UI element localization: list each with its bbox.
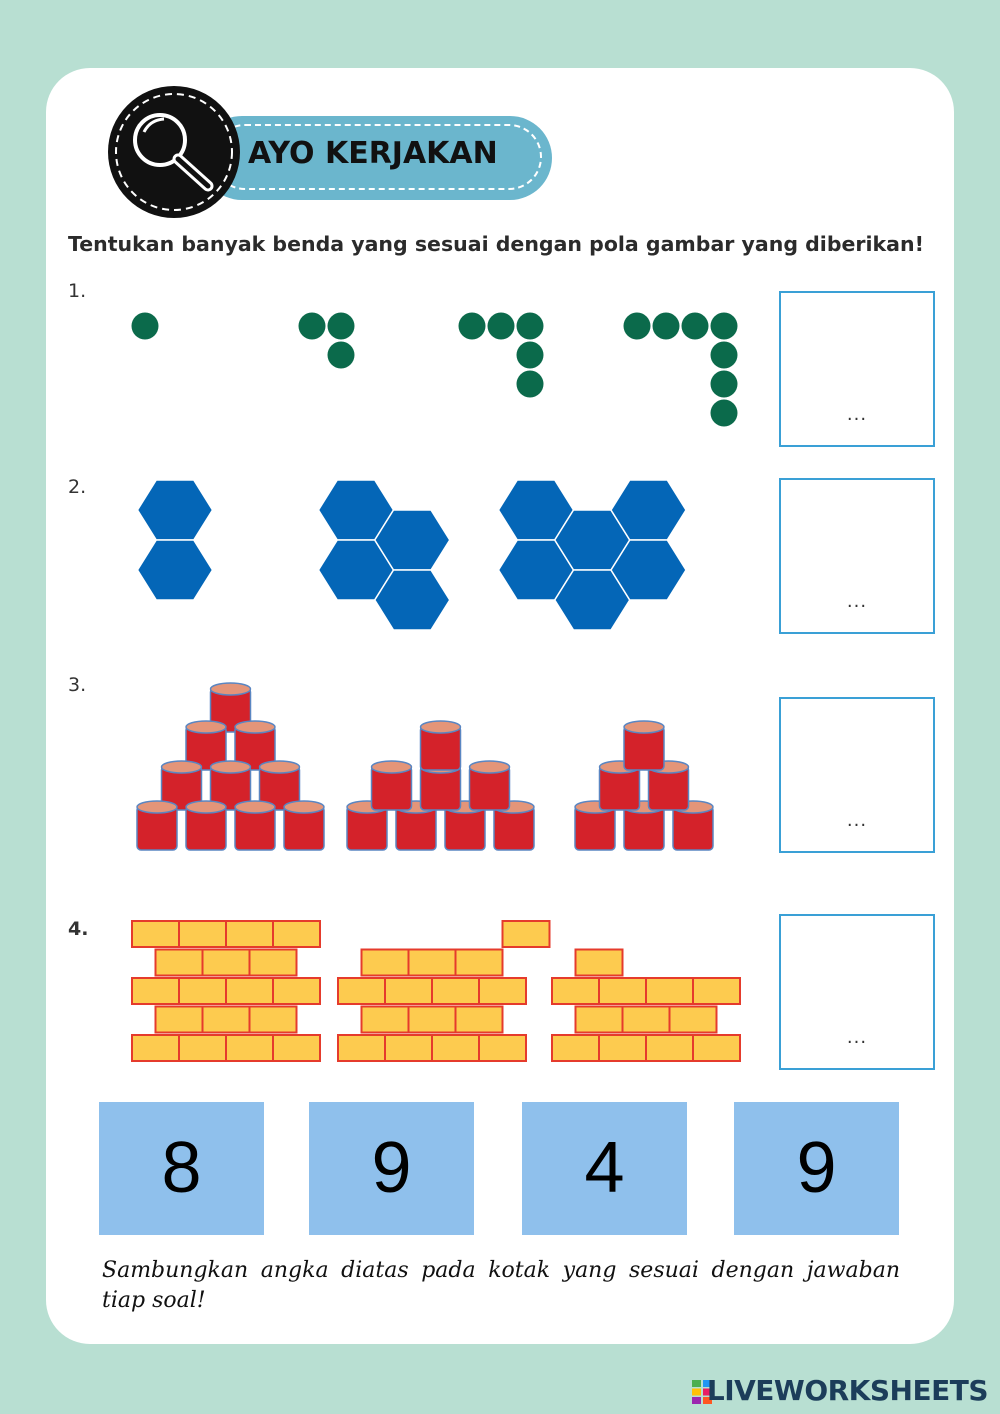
green-dot — [132, 313, 159, 340]
yellow-brick — [693, 1035, 740, 1061]
yellow-brick — [385, 1035, 432, 1061]
green-dot — [682, 313, 709, 340]
yellow-brick — [576, 1007, 623, 1033]
question-3-answer-box[interactable] — [779, 697, 935, 853]
blue-hexagon — [138, 540, 213, 600]
question-4-number: 4. — [68, 918, 89, 940]
yellow-brick — [273, 1035, 320, 1061]
yellow-brick — [623, 1007, 670, 1033]
red-can-lid — [211, 761, 251, 773]
red-can-lid — [284, 801, 324, 813]
yellow-brick — [362, 950, 409, 976]
answer-placeholder: ... — [846, 1027, 868, 1048]
green-dot — [711, 371, 738, 398]
yellow-brick — [179, 1035, 226, 1061]
yellow-brick — [203, 950, 250, 976]
green-dot — [488, 313, 515, 340]
magnifier-icon — [108, 86, 240, 218]
yellow-brick — [646, 1035, 693, 1061]
green-dot — [517, 371, 544, 398]
number-tile-value: 4 — [584, 1128, 625, 1208]
green-dot — [517, 342, 544, 369]
red-can-lid — [235, 801, 275, 813]
green-dot — [711, 313, 738, 340]
green-dot — [328, 342, 355, 369]
yellow-brick — [132, 1035, 179, 1061]
yellow-brick — [456, 1007, 503, 1033]
yellow-brick — [203, 1007, 250, 1033]
question-2-number: 2. — [68, 476, 87, 498]
red-can-lid — [162, 761, 202, 773]
footer-instruction: Sambungkan angka diatas pada kotak yang sesuai dengan jawaban tiap soal! — [102, 1258, 900, 1313]
answer-placeholder: ... — [846, 591, 868, 612]
yellow-brick — [250, 1007, 297, 1033]
yellow-brick — [479, 1035, 526, 1061]
header-title: AYO KERJAKAN — [248, 136, 498, 171]
yellow-brick — [552, 978, 599, 1004]
number-tile-value: 9 — [371, 1128, 412, 1208]
yellow-brick — [503, 921, 550, 947]
red-can-lid — [186, 801, 226, 813]
number-tile-2[interactable] — [309, 1102, 474, 1235]
answer-placeholder: ... — [846, 810, 868, 831]
number-tile-1[interactable] — [99, 1102, 264, 1235]
green-dot — [711, 342, 738, 369]
question-2-pattern — [120, 470, 720, 650]
question-3-pattern — [120, 680, 740, 860]
yellow-brick — [156, 1007, 203, 1033]
red-can-lid — [186, 721, 226, 733]
question-1-answer-box[interactable] — [779, 291, 935, 447]
green-dot — [624, 313, 651, 340]
yellow-brick — [179, 921, 226, 947]
green-dot — [711, 400, 738, 427]
question-4-answer-box[interactable] — [779, 914, 935, 1070]
yellow-brick — [132, 921, 179, 947]
instruction-text: Tentukan banyak benda yang sesuai dengan pola gambar yang diberikan! — [68, 232, 924, 256]
yellow-brick — [599, 978, 646, 1004]
yellow-brick — [599, 1035, 646, 1061]
yellow-brick — [338, 978, 385, 1004]
yellow-brick — [646, 978, 693, 1004]
yellow-brick — [179, 978, 226, 1004]
number-tile-value: 8 — [161, 1128, 202, 1208]
yellow-brick — [385, 978, 432, 1004]
red-can-lid — [211, 683, 251, 695]
number-tile-3[interactable] — [522, 1102, 687, 1235]
question-1-number: 1. — [68, 280, 87, 302]
green-dot — [459, 313, 486, 340]
yellow-brick — [409, 950, 456, 976]
yellow-brick — [156, 950, 203, 976]
question-3-number: 3. — [68, 674, 87, 696]
yellow-brick — [456, 950, 503, 976]
red-can-lid — [260, 761, 300, 773]
red-can-lid — [470, 761, 510, 773]
yellow-brick — [479, 978, 526, 1004]
number-tile-4[interactable] — [734, 1102, 899, 1235]
yellow-brick — [226, 978, 273, 1004]
yellow-brick — [670, 1007, 717, 1033]
green-dot — [328, 313, 355, 340]
number-tile-value: 9 — [796, 1128, 837, 1208]
red-can-lid — [624, 721, 664, 733]
yellow-brick — [273, 978, 320, 1004]
yellow-brick — [409, 1007, 456, 1033]
yellow-brick — [693, 978, 740, 1004]
question-2-answer-box[interactable] — [779, 478, 935, 634]
yellow-brick — [226, 921, 273, 947]
brand-name[interactable]: LIVEWORKSHEETS — [706, 1374, 988, 1407]
green-dot — [653, 313, 680, 340]
yellow-brick — [576, 950, 623, 976]
red-can-lid — [137, 801, 177, 813]
blue-hexagon — [138, 480, 213, 540]
yellow-brick — [273, 921, 320, 947]
yellow-brick — [362, 1007, 409, 1033]
yellow-brick — [432, 1035, 479, 1061]
red-can-lid — [235, 721, 275, 733]
green-dot — [299, 313, 326, 340]
question-4-pattern — [120, 915, 760, 1070]
yellow-brick — [552, 1035, 599, 1061]
question-1-pattern — [120, 300, 760, 440]
yellow-brick — [226, 1035, 273, 1061]
yellow-brick — [432, 978, 479, 1004]
answer-placeholder: ... — [846, 404, 868, 425]
green-dot — [517, 313, 544, 340]
yellow-brick — [338, 1035, 385, 1061]
yellow-brick — [250, 950, 297, 976]
red-can-lid — [421, 721, 461, 733]
yellow-brick — [132, 978, 179, 1004]
red-can-lid — [372, 761, 412, 773]
